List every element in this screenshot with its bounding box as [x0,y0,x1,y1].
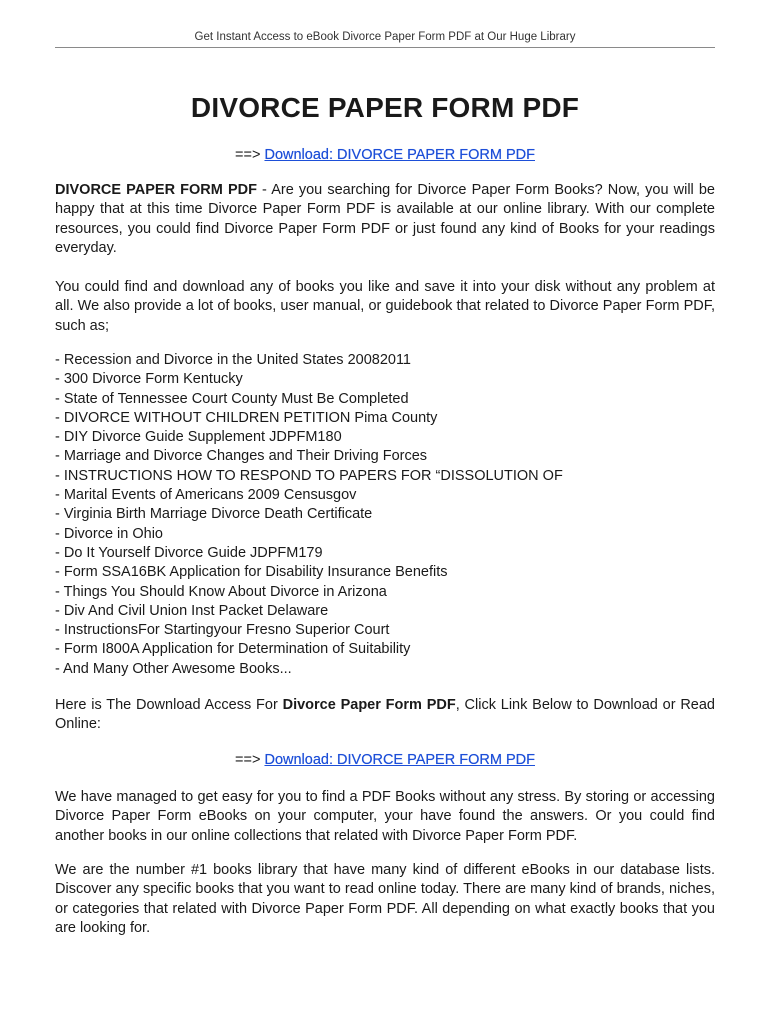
access-text-before: Here is The Download Access For [55,697,283,713]
download-line-top [55,146,715,165]
document-title: DIVORCE PAPER FORM PDF [190,92,580,123]
book-list-item: - State of Tennessee Court County Must Be Completed [55,390,409,407]
book-list-item: - Do It Yourself Divorce Guide JDPFM179 [55,544,323,561]
download-arrow: ==> [235,752,261,768]
book-list-item: - INSTRUCTIONS HOW TO RESPOND TO PAPERS FOR “DISSOLUTION OF [55,467,563,484]
book-list-item: - DIY Divorce Guide Supplement JDPFM180 [55,429,342,446]
page-header: Get Instant Access to eBook Divorce Paper Form PDF at Our Huge Library [194,31,576,43]
book-list-item: - Form I800A Application for Determination of Suitability [55,641,411,658]
book-list-item: - Divorce in Ohio [55,525,163,542]
book-list-item: - Form SSA16BK Application for Disability Insurance Benefits [55,564,448,581]
book-list-item: - And Many Other Awesome Books... [55,660,292,677]
access-text-bold: Divorce Paper Form PDF [282,697,456,713]
intro-lead: DIVORCE PAPER FORM PDF [55,182,257,198]
book-list-item: - Marital Events of Americans 2009 Censusgov [55,487,357,504]
download-arrow: ==> [235,147,261,163]
book-list-item: - Div And Civil Union Inst Packet Delaware [55,602,329,619]
intro-text: - Are you searching for Divorce Paper Form Books? Now, you will be happy that at this time Divorce Paper Form PDF is available at our online library. With our complete resources, you could find Divorce Paper Form PDF or just found any kind of Books for your readings everyday. [55,182,715,256]
book-list-item: - 300 Divorce Form Kentucky [55,371,243,388]
book-list [55,351,715,679]
managed-paragraph: We have managed to get easy for you to find a PDF Books without any stress. By storing or accessing Divorce Paper Form eBooks on your computer, your have found the answers. Or you could find another books in our online collections that related with Divorce Paper Form PDF. [55,789,715,844]
number-one-paragraph: We are the number #1 books library that have many kind of different eBooks in our database lists. Discover any specific books that you want to read online today. There are many kind of brands, niches, or categories that related with Divorce Paper Form PDF. All depending on what exactly books that you are looking for. [55,862,715,936]
book-list-item: - Recession and Divorce in the United States 20082011 [55,352,412,368]
header-divider [55,47,715,48]
book-list-item: - Virginia Birth Marriage Divorce Death Certificate [55,506,373,523]
download-link-bottom[interactable]: Download: DIVORCE PAPER FORM PDF [264,752,535,768]
book-list-item: - Things You Should Know About Divorce in Arizona [55,583,387,600]
access-paragraph [55,696,715,735]
book-list-item: - Marriage and Divorce Changes and Their Driving Forces [55,448,428,465]
book-list-item: - InstructionsFor Startingyour Fresno Superior Court [55,622,390,639]
access-text-after: , Click Link Below to Download or Read Online: [55,697,715,733]
intro-paragraph [55,181,715,258]
download-line-bottom [55,751,715,770]
download-link-top[interactable]: Download: DIVORCE PAPER FORM PDF [264,147,535,163]
book-list-item: - DIVORCE WITHOUT CHILDREN PETITION Pima County [55,409,438,426]
books-intro-paragraph: You could find and download any of books you like and save it into your disk without any problem at all. We also provide a lot of books, user manual, or guidebook that related to Divorce Paper Form PDF, such as; [55,279,715,334]
